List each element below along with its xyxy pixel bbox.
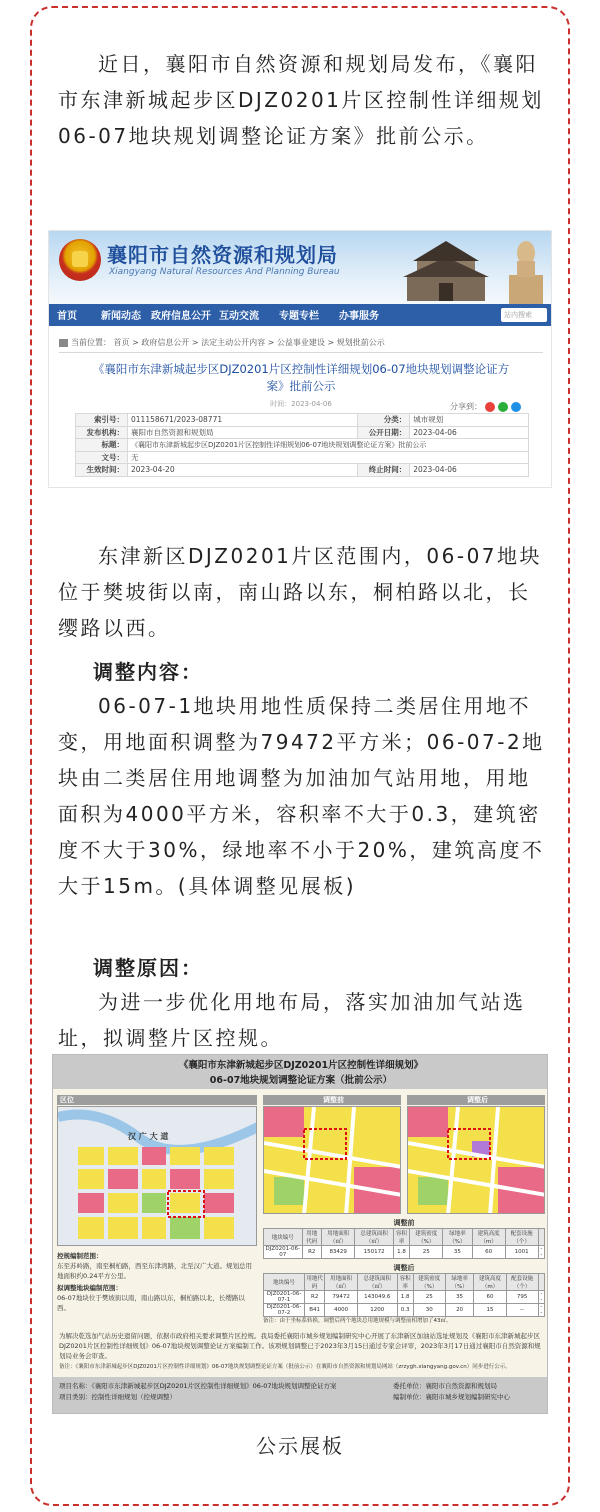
nav-services[interactable]: 办事服务 [339,311,379,322]
table-header: 建筑高度（m） [472,1229,505,1246]
meta-value: 城市规划 [410,414,529,427]
divider [59,352,543,353]
city-tower-icon [401,235,491,301]
table-header: 地块编号 [264,1274,305,1291]
notice-title: 《襄阳市东津新城起步区DJZ0201片区控制性详细规划06-07地块规划调整论证方案》批前公示 [92,362,510,393]
location-paragraph [58,538,548,646]
meta-value: 2023-04-20 [128,464,358,477]
wechat-share-icon[interactable] [498,402,508,412]
meta-value: 《襄阳市东津新城起步区DJZ0201片区控制性详细规划06-07地块规划调整论证方案》批前公示 [128,439,529,452]
table-before-title: 调整前 [393,1219,415,1227]
table-cell: 35 [445,1291,474,1304]
table-header [538,1229,544,1246]
table-cell: 15 [474,1304,506,1317]
site-nav-bar [49,304,552,326]
meta-key: 生效时间： [76,464,128,477]
notice-meta-table [75,413,529,477]
qq-share-icon[interactable] [511,402,521,412]
before-map [263,1106,401,1214]
table-header: 用地面积（㎡） [325,1274,358,1291]
table-after-title: 调整后 [393,1264,415,1272]
table-cell: -- [538,1291,544,1304]
table-header: 用地代码 [302,1229,321,1246]
reason-paragraph [58,984,548,1056]
project-type: 项目类别：控制性详细规划（控规调整） [59,1393,176,1401]
adjust-paragraph [58,688,548,904]
board-title-line1: 《襄阳市东津新城起步区DJZ0201片区控制性详细规划》 [178,1060,424,1071]
before-label: 调整前 [263,1095,401,1105]
site-scope-text: 06-07地块位于樊坡街以南，南山路以东，桐柏路以北，长缨路以西。 [57,1294,245,1312]
table-cell: 1.8 [393,1246,410,1259]
scope-text: 东至苏岭路，南至桐柏路，西至东津湾路，北至汉广大道。规划总用地面积约0.24平方公里。 [57,1262,252,1280]
adjust-text: 06-07-1地块用地性质保持二类居住用地不变，用地面积调整为79472平方米；06-07-2地块由二类居住用地调整为加油加气站用地，用地面积为4000平方米，容积率不大于0.3，建筑密度不大于30%，绿地率不小于20%，建筑高度不大于15m。(具体调整见展板) [58,694,545,898]
location-map-drawing [58,1107,257,1246]
site-subtitle: Xiangyang Natural Resources And Planning Bureau [109,267,340,277]
table-cell: -- [538,1246,544,1259]
board-header [53,1055,548,1089]
board-caption: 公示展板 [256,1434,344,1458]
table-header: 配套设施（个） [505,1229,538,1246]
adjust-heading: 调整内容： [93,660,203,684]
meta-key: 文号： [76,451,128,464]
table-header: 容积率 [397,1274,413,1291]
table-header: 建筑高度（m） [474,1274,506,1291]
table-cell: DJZ0201-06-07-2 [264,1304,305,1317]
nav-home[interactable]: 首页 [57,311,77,322]
national-emblem-icon [59,239,101,281]
unit-block [393,1381,545,1403]
table-cell: -- [506,1304,538,1317]
table-row [264,1304,545,1317]
meta-key: 公开日期： [358,426,410,439]
after-label: 调整后 [407,1095,545,1105]
intro-paragraph [58,46,548,154]
table-header: 总建筑面积（㎡） [357,1274,397,1291]
table-cell: 25 [410,1246,443,1259]
site-search-input[interactable]: 站内搜索 [501,308,547,322]
table-cell: 795 [506,1291,538,1304]
table-cell: 143049.6 [357,1291,397,1304]
table-cell: DJZ0201-06-07 [265,1246,301,1258]
location-text: 东津新区DJZ0201片区范围内，06-07地块位于樊坡街以南，南山路以东，桐柏路以北，长缨路以西。 [58,544,543,640]
home-icon [59,339,68,347]
table-cell: 0.3 [397,1304,413,1317]
table-cell: 79472 [325,1291,358,1304]
scope-title: 控规编制范围： [57,1252,103,1260]
after-map-drawing [408,1107,545,1214]
location-map [57,1106,257,1246]
client-unit: 委托单位：襄阳市自然资源和规划局 [393,1382,497,1390]
table-row [264,1291,545,1304]
table-cell: 60 [472,1246,505,1259]
nav-news[interactable]: 新闻动态 [101,311,141,322]
table-cell: R2 [302,1246,321,1259]
share-bar [450,401,521,412]
meta-key: 标题： [76,439,128,452]
table-cell: 30 [413,1304,445,1317]
meta-value: 2023-04-06 [410,464,529,477]
project-block [59,1381,379,1403]
intro-text: 近日，襄阳市自然资源和规划局发布，《襄阳市东津新城起步区DJZ0201片区控制性详细规划06-07地块规划调整论证方案》批前公示。 [58,52,544,148]
table-header: 用地面积（㎡） [321,1229,355,1246]
table-cell: 83429 [321,1246,355,1259]
meta-value: 011158671/2023-08771 [128,414,358,427]
site-banner [49,231,552,304]
table-after [263,1273,545,1317]
table-cell: 1200 [357,1304,397,1317]
table-cell: B41 [305,1304,325,1317]
site-title[interactable]: 襄阳市自然资源和规划局 [107,243,338,267]
board-footer [53,1377,548,1414]
nav-interaction[interactable]: 互动交流 [219,311,259,322]
breadcrumb [59,337,385,348]
weibo-share-icon[interactable] [485,402,495,412]
board-title-line2: 06-07地块规划调整论证方案（批前公示） [209,1075,393,1086]
board-remark: 备注：《襄阳市东津新城起步区DJZ0201片区控制性详细规划》06-07地块规划调整论证方案（批前公示）在襄阳市自然资源和规划局网站（zrzygh.xiangyang.gov.cn）同步进行公示。 [59,1364,511,1370]
announcement-board [52,1054,548,1414]
table-before [263,1228,545,1259]
table-cell: 150172 [355,1246,393,1259]
website-screenshot [48,230,552,488]
before-map-drawing [264,1107,401,1214]
table-cell: DJZ0201-06-07-1 [264,1291,305,1304]
table-header: 绿地率（%） [445,1274,474,1291]
table-note: 备注：由于坐标系转换，调整后两个地块总用地规模与调整前相增加了43㎡。 [263,1318,452,1324]
meta-key: 发布机构： [76,426,128,439]
table-header: 容积率 [393,1229,410,1246]
share-label: 分享到： [450,402,482,411]
meta-value: 无 [128,451,529,464]
table-header: 建筑密度（%） [413,1274,445,1291]
table-cell: -- [538,1304,544,1317]
meta-value: 襄阳市自然资源和规划局 [128,426,358,439]
meta-key: 分类： [358,414,410,427]
reason-text: 为进一步优化用地布局，落实加油加气站选址，拟调整片区控规。 [58,990,526,1050]
road-label: 汉 广 大 道 [128,1132,169,1141]
meta-key: 终止时间： [358,464,410,477]
table-cell: 25 [413,1291,445,1304]
area-label: 区位 [57,1095,257,1105]
site-scope-title: 拟调整地块编制范围： [57,1284,122,1292]
table-cell: 4000 [325,1304,358,1317]
table-cell: 20 [445,1304,474,1317]
meta-key: 索引号： [76,414,128,427]
designer-unit: 编制单位：襄阳市城乡规划编制研究中心 [393,1393,510,1401]
table-header: 总建筑面积（㎡） [355,1229,393,1246]
table-header: 绿地率（%） [443,1229,472,1246]
breadcrumb-text[interactable]: 当前位置： 首页 > 政府信息公开 > 法定主动公开内容 > 公益事业建设 > 规划批前公示 [71,338,385,347]
table-cell: 1001 [505,1246,538,1259]
reason-heading: 调整原因： [93,956,203,980]
scope-block [57,1251,257,1313]
table-row [264,1246,545,1259]
table-header: 地块编号 [264,1229,303,1246]
table-cell: 1.8 [397,1291,413,1304]
table-header: 建筑密度（%） [410,1229,443,1246]
table-header: 用地代码 [305,1274,325,1291]
meta-value: 2023-04-06 [410,426,529,439]
nav-gov-info[interactable]: 政府信息公开 [151,311,211,322]
table-cell: R2 [305,1291,325,1304]
nav-topics[interactable]: 专题专栏 [279,311,319,322]
after-map [407,1106,545,1214]
table-header [538,1274,544,1291]
notice-date: 时间：2023-04-06 [270,400,332,408]
statue-icon [499,231,552,304]
table-cell: 60 [474,1291,506,1304]
board-explanation: 为解决乾选加气站历史遗留问题，依据市政府相关要求调整片区控规。我局委托襄阳市城乡规划编制研究中心开展了东津新区加油站选址规划及《襄阳市东津新城起步区DJZ0201片区控制性详细规划》06-07地块规划调整论证方案编制工作。该项规划调整已于2023年3月15日通过专家会评审，2023年3月17日通过襄阳市自然资源和规划局业务会审查。 [59,1332,541,1360]
table-header: 配套设施（个） [506,1274,538,1291]
project-name: 项目名称：《襄阳市东津新城起步区DJZ0201片区控制性详细规划》06-07地块规划调整论证方案 [59,1382,337,1390]
table-cell: 35 [443,1246,472,1259]
